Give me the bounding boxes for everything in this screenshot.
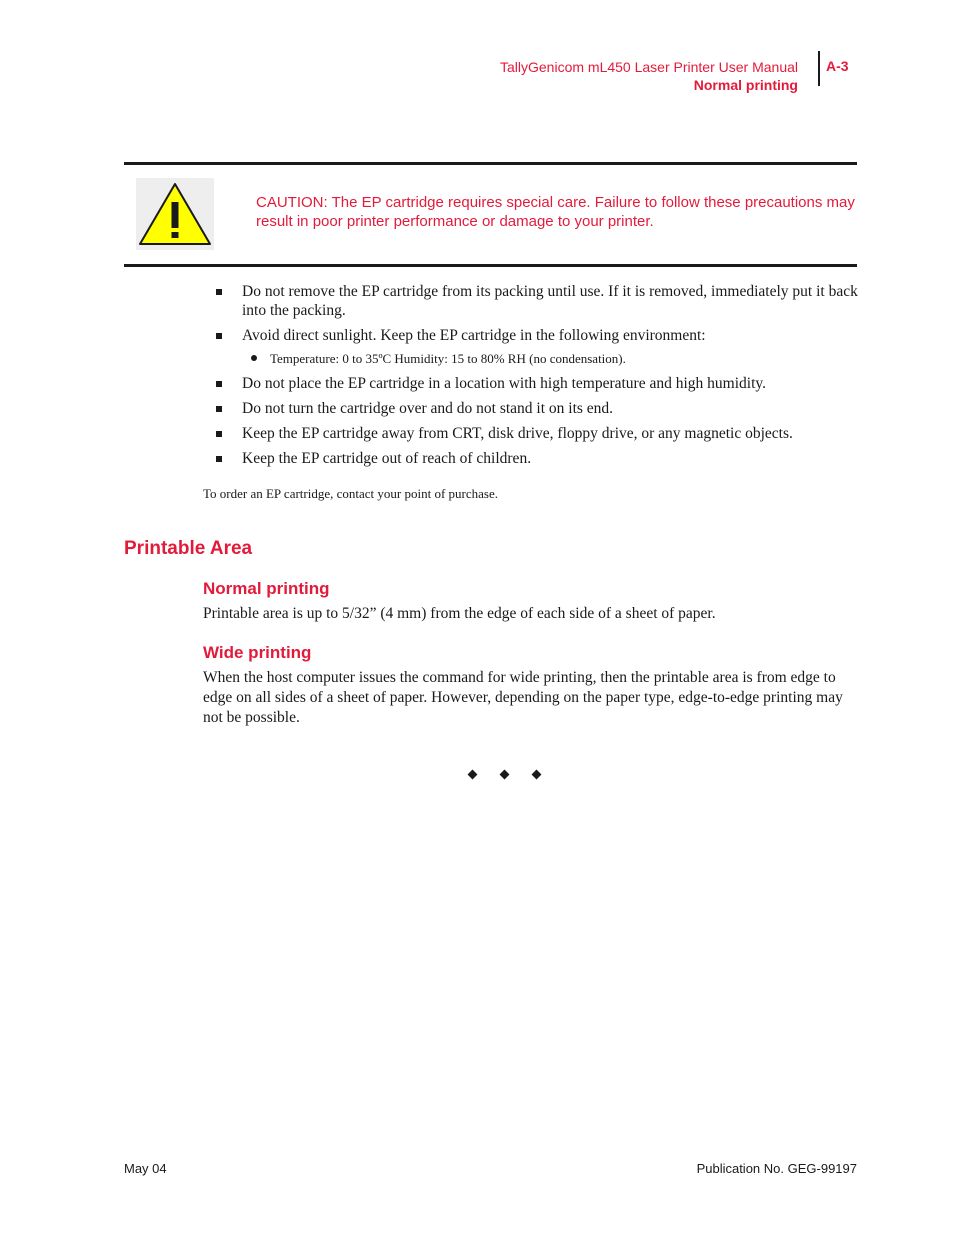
square-bullet-icon [216,381,222,387]
list-item: Avoid direct sunlight. Keep the EP cartridge in the following environment: [214,326,858,345]
page-number: A-3 [826,58,849,74]
list-item: Do not turn the cartridge over and do not stand it on its end. [214,399,858,418]
caution-bottom-rule [124,264,857,267]
diamond-icon [468,770,478,780]
footer-publication: Publication No. GEG-99197 [696,1161,857,1176]
normal-printing-text: Printable area is up to 5/32” (4 mm) from the edge of each side of a sheet of paper. [203,605,716,622]
square-bullet-icon [216,289,222,295]
order-note: To order an EP cartridge, contact your point of purchase. [203,486,498,501]
wide-printing-heading: Wide printing [203,643,312,662]
warning-triangle-icon [136,178,214,250]
running-header [500,58,798,94]
square-bullet-icon [216,333,222,339]
section-end-ornament [466,768,546,782]
section-title: Normal printing [693,77,798,93]
caution-top-rule [124,162,857,165]
diamond-icon [532,770,542,780]
list-item: Do not remove the EP cartridge from its packing until use. If it is removed, immediately put it back into the packing. [214,282,858,320]
sub-list-item: Temperature: 0 to 35ºC Humidity: 15 to 80% RH (no condensation). [214,349,858,368]
footer-date: May 04 [124,1161,167,1176]
square-bullet-icon [216,431,222,437]
square-bullet-icon [216,406,222,412]
manual-title: TallyGenicom mL450 Laser Printer User Manual [499,59,798,75]
square-bullet-icon [216,456,222,462]
precautions-list [214,282,858,474]
list-item: Keep the EP cartridge away from CRT, disk drive, floppy drive, or any magnetic objects. [214,424,858,443]
normal-printing-heading: Normal printing [203,579,330,598]
caution-text: CAUTION: The EP cartridge requires special care. Failure to follow these precautions may result in poor printer performance or damage to your printer. [256,194,855,230]
list-item: Keep the EP cartridge out of reach of children. [214,449,858,468]
list-item: Do not place the EP cartridge in a location with high temperature and high humidity. [214,374,858,393]
diamond-icon [500,770,510,780]
wide-printing-text: When the host computer issues the command for wide printing, then the printable area is from edge to edge on all sides of a sheet of paper. However, depending on the paper type, edge-to-edge printing may not be possible. [203,669,843,726]
printable-area-heading: Printable Area [124,538,253,559]
header-divider [818,51,820,86]
round-bullet-icon [251,355,257,361]
